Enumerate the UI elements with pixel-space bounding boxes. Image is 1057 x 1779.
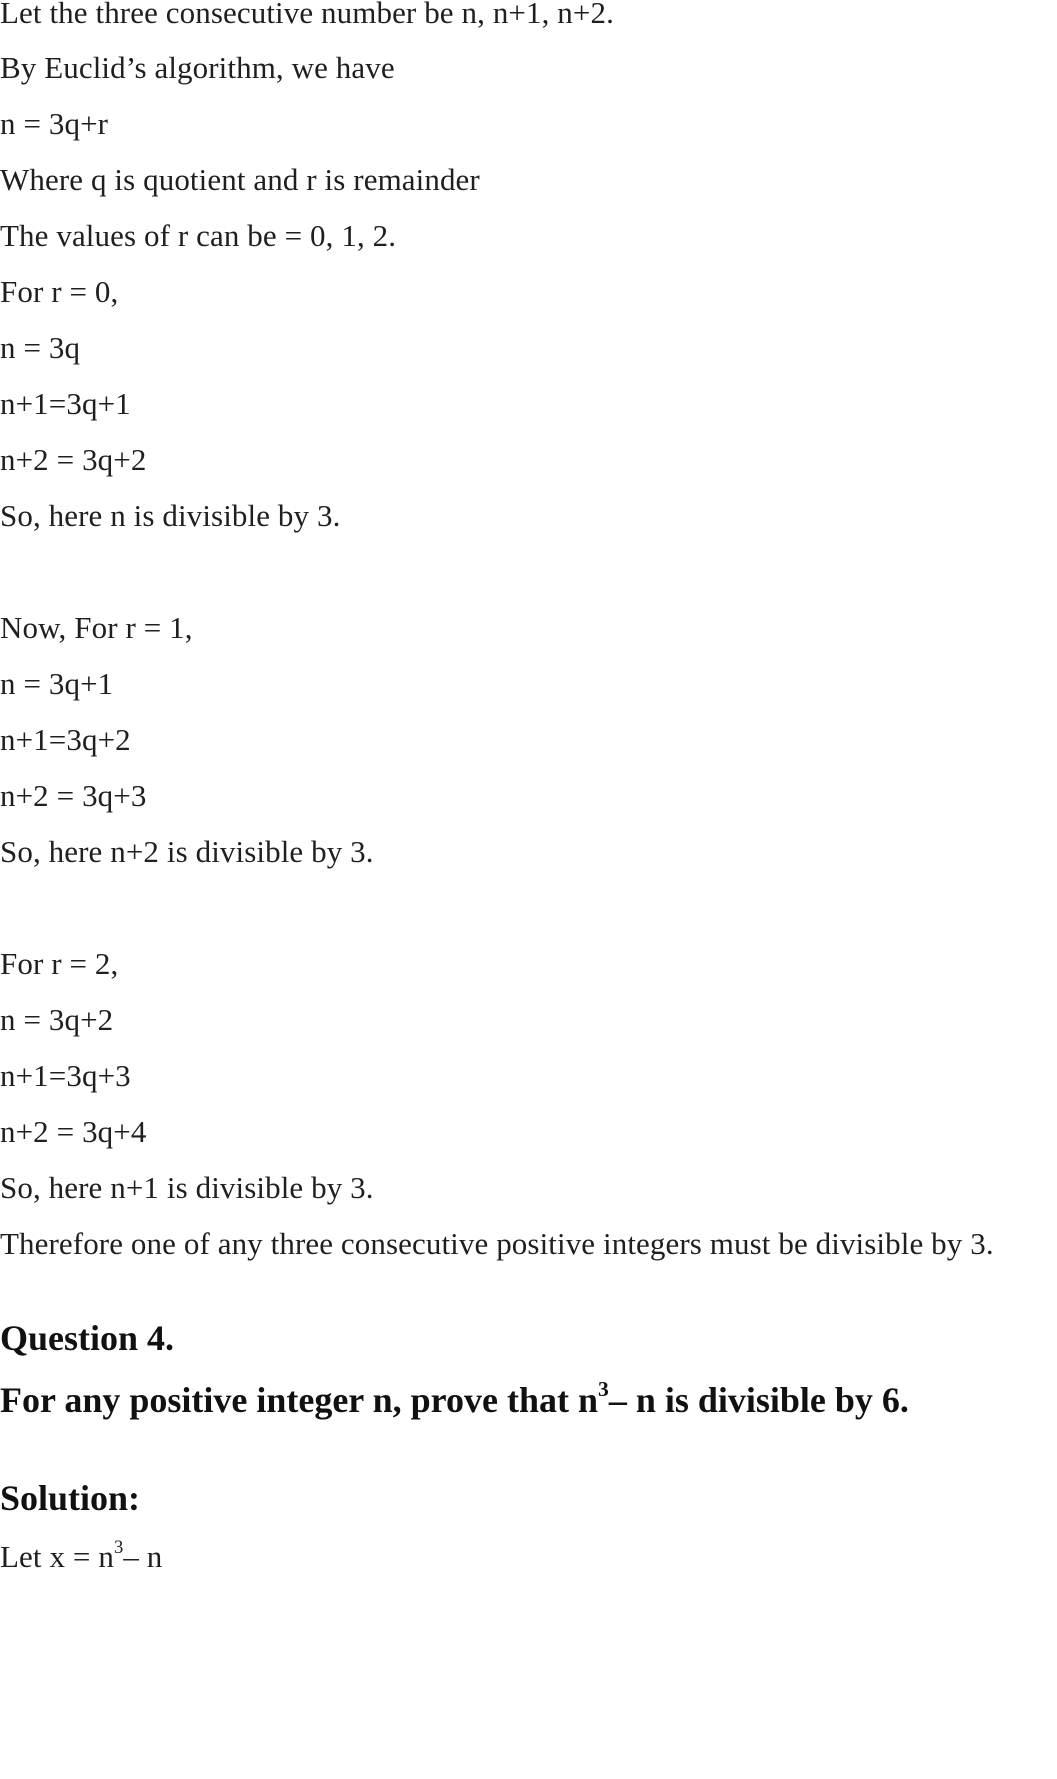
solution-line-main: Let x = n bbox=[0, 1539, 114, 1574]
text-line: n+2 = 3q+4 bbox=[0, 1114, 147, 1149]
question-statement bbox=[0, 1376, 909, 1420]
text-line: n+2 = 3q+3 bbox=[0, 778, 147, 813]
solution-title: Solution: bbox=[0, 1478, 141, 1518]
text-line: n = 3q+r bbox=[0, 106, 109, 141]
solution-first-line bbox=[0, 1536, 163, 1574]
text-line: So, here n+2 is divisible by 3. bbox=[0, 834, 374, 869]
text-line: n+2 = 3q+2 bbox=[0, 442, 147, 477]
text-line: n+1=3q+3 bbox=[0, 1058, 131, 1093]
text-line: By Euclid’s algorithm, we have bbox=[0, 50, 395, 85]
text-line: So, here n+1 is divisible by 3. bbox=[0, 1170, 374, 1205]
text-line: n = 3q+2 bbox=[0, 1002, 114, 1037]
solution-line-tail: – n bbox=[123, 1539, 163, 1574]
text-line: n+1=3q+1 bbox=[0, 386, 131, 421]
text-line: The values of r can be = 0, 1, 2. bbox=[0, 218, 397, 253]
text-line: n = 3q+1 bbox=[0, 666, 114, 701]
question-title: Question 4. bbox=[0, 1318, 175, 1358]
text-line: Therefore one of any three consecutive positive integers must be divisible by 3. bbox=[0, 1226, 994, 1261]
question-statement-main: For any positive integer n, prove that n bbox=[0, 1380, 599, 1420]
solution-exponent: 3 bbox=[113, 1536, 124, 1558]
text-line: n+1=3q+2 bbox=[0, 722, 131, 757]
text-line: Now, For r = 1, bbox=[0, 610, 193, 645]
question-exponent: 3 bbox=[598, 1376, 609, 1401]
text-line: n = 3q bbox=[0, 330, 81, 365]
text-line: For r = 0, bbox=[0, 274, 119, 309]
text-line: Where q is quotient and r is remainder bbox=[0, 162, 480, 197]
question-statement-tail: – n is divisible by 6. bbox=[608, 1380, 909, 1420]
text-line: For r = 2, bbox=[0, 946, 119, 981]
text-line: So, here n is divisible by 3. bbox=[0, 498, 341, 533]
text-line: Let the three consecutive number be n, n+1, n+2. bbox=[0, 0, 614, 30]
